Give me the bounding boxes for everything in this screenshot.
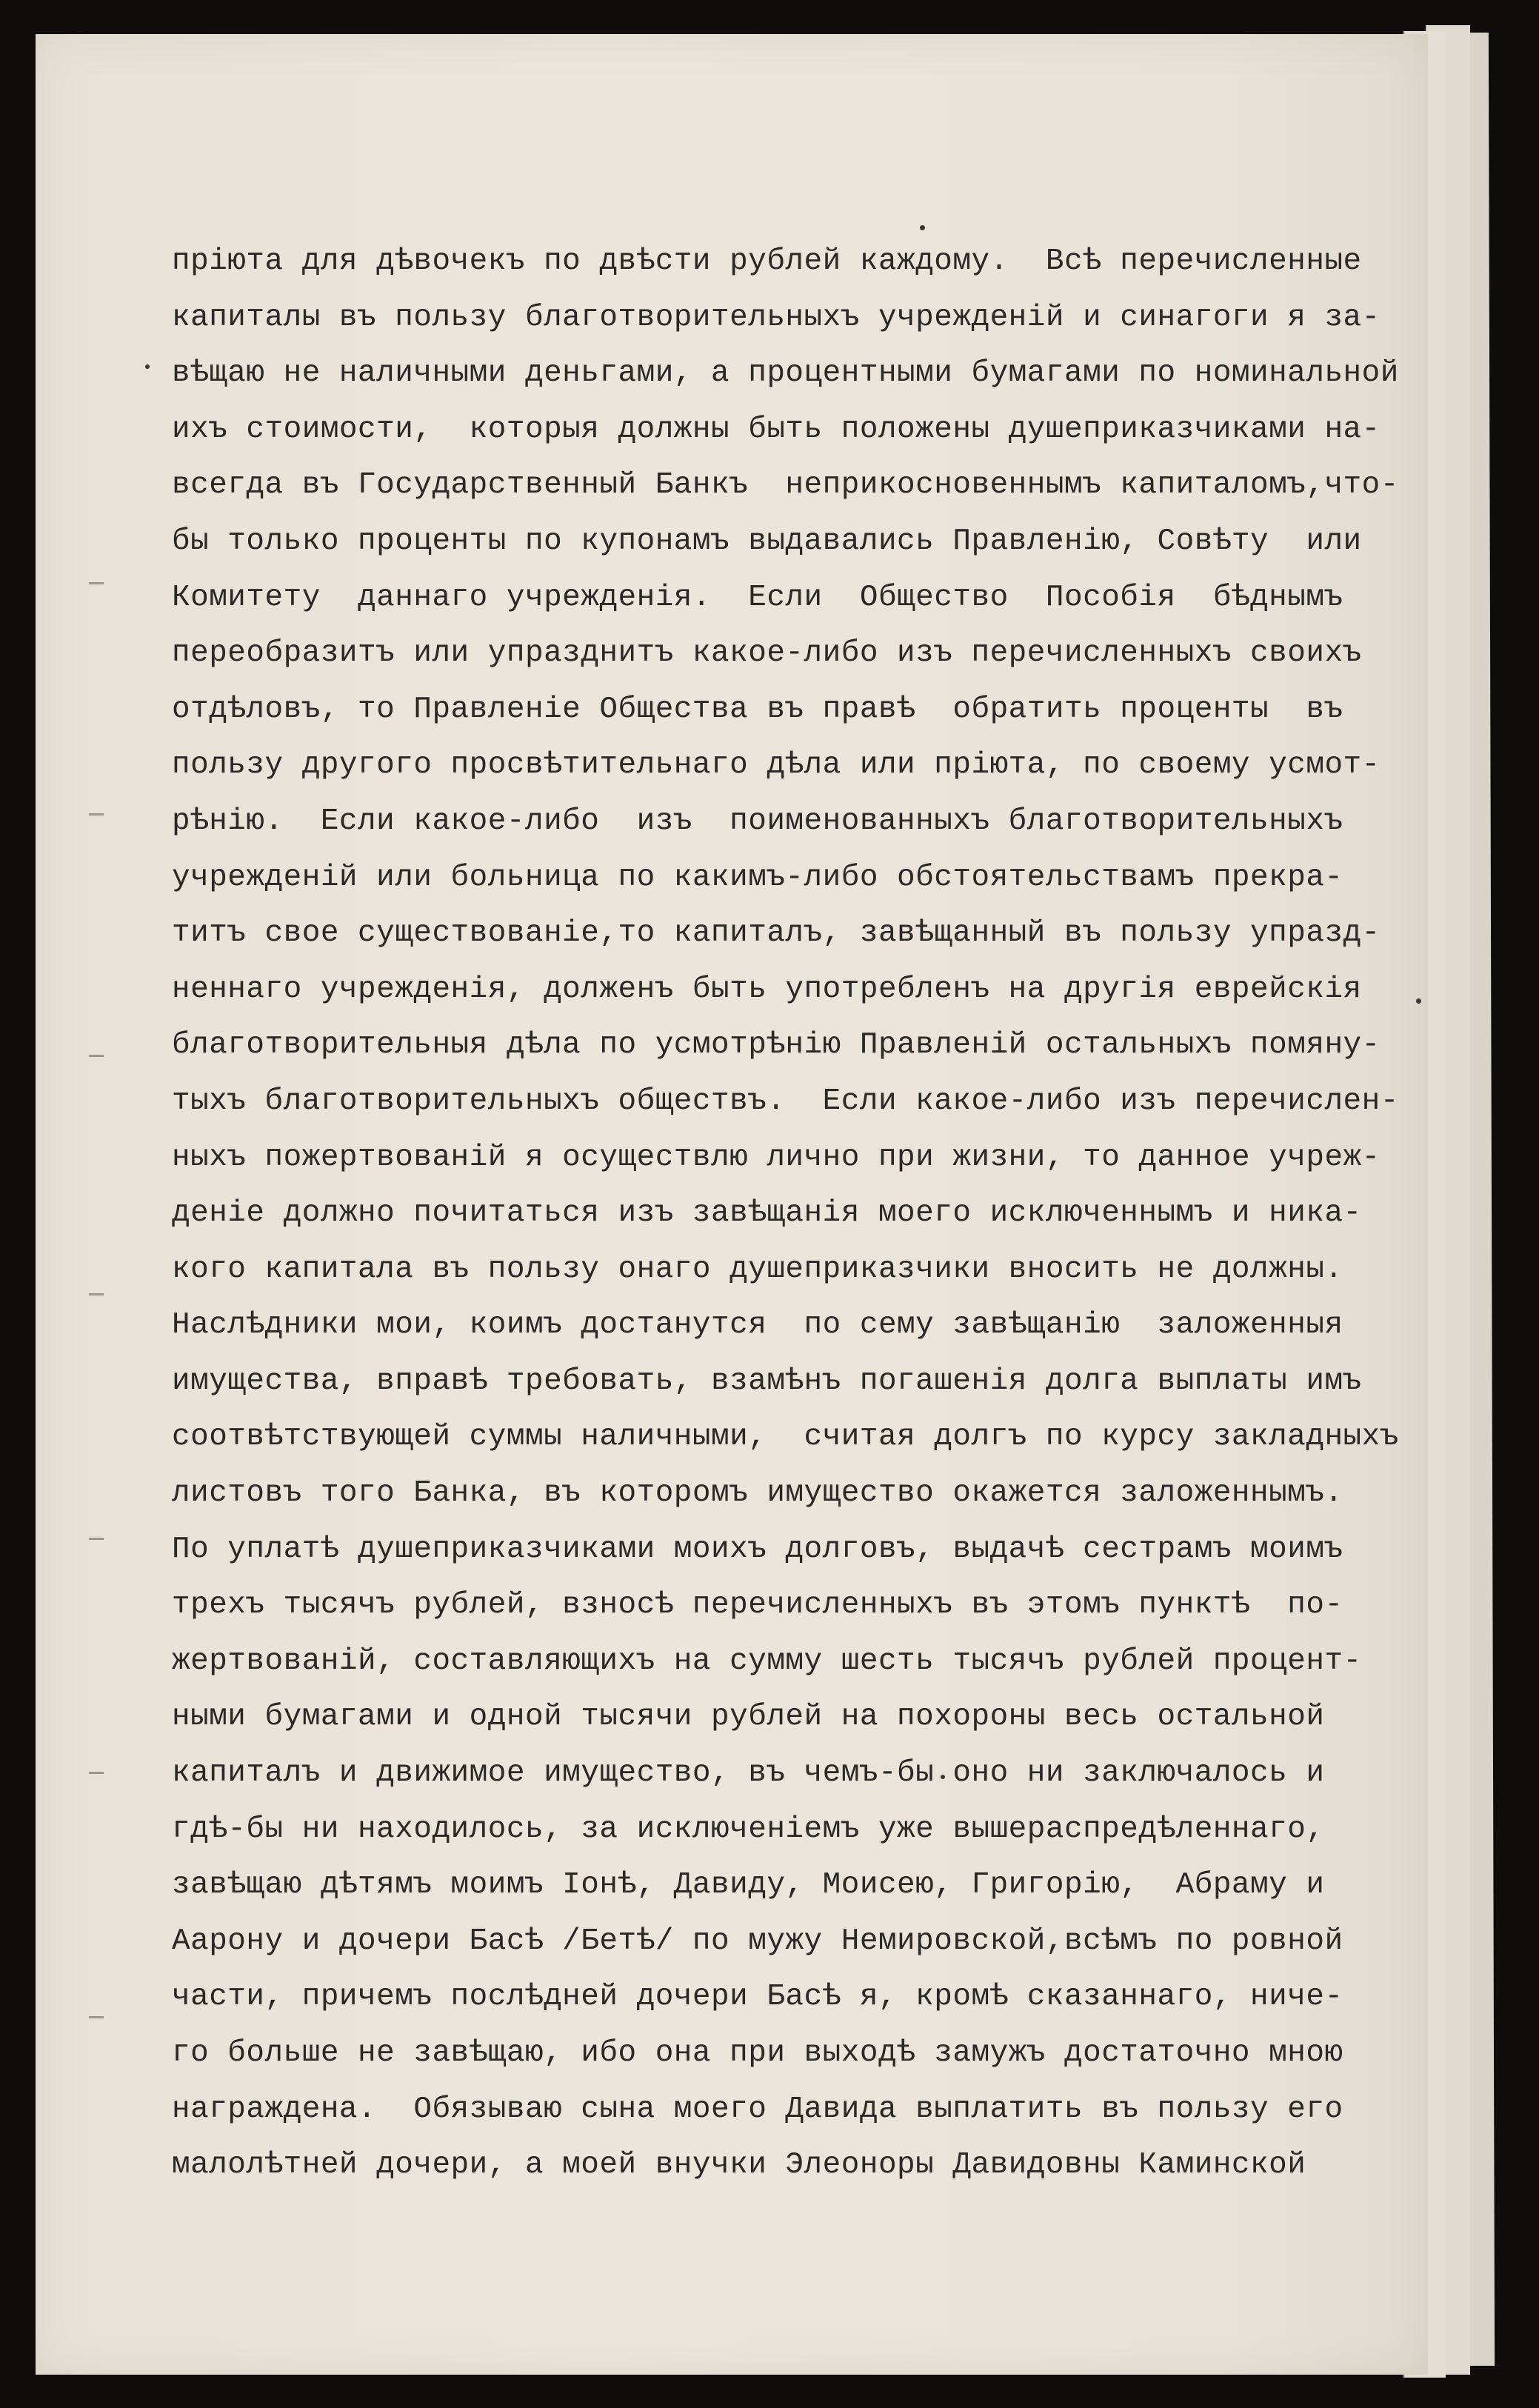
text-line: капиталы въ пользу благотворительныхъ учрежденiй и синагоги я за- <box>172 300 1381 335</box>
text-line: денiе должно почитаться изъ завѣщанiя моего исключеннымъ и ника- <box>172 1196 1362 1231</box>
text-line: завѣщаю дѣтямъ моимъ Iонѣ, Давиду, Моисею, Григорiю, Абраму и <box>172 1868 1325 1903</box>
text-line: жертвованiй, составляющихъ на сумму шесть тысячъ рублей процент- <box>172 1644 1362 1678</box>
document-body-text <box>172 234 1446 2194</box>
text-line: трехъ тысячъ рублей, взносѣ перечисленныхъ въ этомъ пунктѣ по- <box>172 1588 1343 1623</box>
text-line: имущества, вправѣ требовать, взамѣнъ погашенiя долга выплаты имъ <box>172 1364 1362 1398</box>
text-line: бы только проценты по купонамъ выдавались Правленiю, Совѣту или <box>172 524 1362 558</box>
edge-mark <box>89 2016 104 2018</box>
text-line: тыхъ благотворительныхъ обществъ. Если какое-либо изъ перечислен- <box>172 1084 1399 1118</box>
text-line: учрежденiй или больница по какимъ-либо обстоятельствамъ прекра- <box>172 860 1343 895</box>
text-line: пользу другого просвѣтительнаго дѣла или прiюта, по своему усмот- <box>172 748 1381 783</box>
text-line: ихъ стоимости, которыя должны быть положены душеприказчиками на- <box>172 412 1381 447</box>
ink-speck <box>920 225 925 230</box>
text-line: части, причемъ послѣдней дочери Басѣ я, кромѣ сказаннаго, ниче- <box>172 1980 1343 2015</box>
text-line: Комитету даннаго учрежденiя. Если Общество Пособiя бѣднымъ <box>172 580 1343 615</box>
text-line: кого капитала въ пользу онаго душеприказчики вносить не должны. <box>172 1252 1343 1287</box>
edge-mark <box>89 1772 104 1774</box>
text-line: гдѣ-бы ни находилось, за исключенiемъ уже вышераспредѣленнаго, <box>172 1812 1325 1847</box>
edge-mark <box>89 582 104 584</box>
text-line: переобразитъ или упразднитъ какое-либо изъ перечисленныхъ своихъ <box>172 636 1362 671</box>
text-line: неннаго учрежденiя, долженъ быть употребленъ на другiя еврейскiя <box>172 972 1362 1007</box>
edge-mark <box>89 1055 104 1057</box>
text-line: Наслѣдники мои, коимъ достанутся по сему завѣщанiю заложенныя <box>172 1308 1343 1343</box>
text-line: ныхъ пожертвованiй я осуществлю лично при жизни, то данное учреж- <box>172 1140 1381 1175</box>
text-line: ными бумагами и одной тысячи рублей на похороны весь остальной <box>172 1700 1325 1735</box>
edge-mark <box>89 813 104 816</box>
edge-mark <box>89 1538 104 1540</box>
text-line: всегда въ Государственный Банкъ неприкосновеннымъ капиталомъ,что- <box>172 468 1399 503</box>
text-line: благотворительныя дѣла по усмотрѣнiю Правленiй остальныхъ помяну- <box>172 1028 1381 1063</box>
text-line: капиталъ и движимое имущество, въ чемъ-бы оно ни заключалось и <box>172 1756 1325 1791</box>
text-line: Аарону и дочери Басѣ /Бетѣ/ по мужу Немировской,всѣмъ по ровной <box>172 1924 1343 1958</box>
text-line: вѣщаю не наличными деньгами, а процентными бумагами по номинальной <box>172 356 1399 391</box>
text-line: титъ свое существованiе,то капиталъ, завѣщанный въ пользу упразд- <box>172 916 1381 951</box>
text-line: малолѣтней дочери, а моей внучки Элеоноры Давидовны Каминской <box>172 2148 1306 2183</box>
text-line: награждена. Обязываю сына моего Давида выплатить въ пользу его <box>172 2092 1343 2127</box>
ink-speck <box>145 364 150 369</box>
text-line: По уплатѣ душеприказчиками моихъ долговъ, выдачѣ сестрамъ моимъ <box>172 1532 1343 1567</box>
text-line: рѣнiю. Если какое-либо изъ поименованныхъ благотворительныхъ <box>172 804 1343 838</box>
text-line: соотвѣтствующей суммы наличными, считая долгъ по курсу закладныхъ <box>172 1420 1399 1455</box>
edge-mark <box>89 1293 104 1295</box>
text-line: прiюта для дѣвочекъ по двѣсти рублей каждому. Всѣ перечисленные <box>172 244 1362 279</box>
text-line: листовъ того Банка, въ которомъ имущество окажется заложеннымъ. <box>172 1476 1343 1511</box>
text-line: отдѣловъ, то Правленiе Общества въ правѣ обратить проценты въ <box>172 692 1343 727</box>
text-line: го больше не завѣщаю, ибо она при выходѣ замужъ достаточно мною <box>172 2036 1343 2070</box>
